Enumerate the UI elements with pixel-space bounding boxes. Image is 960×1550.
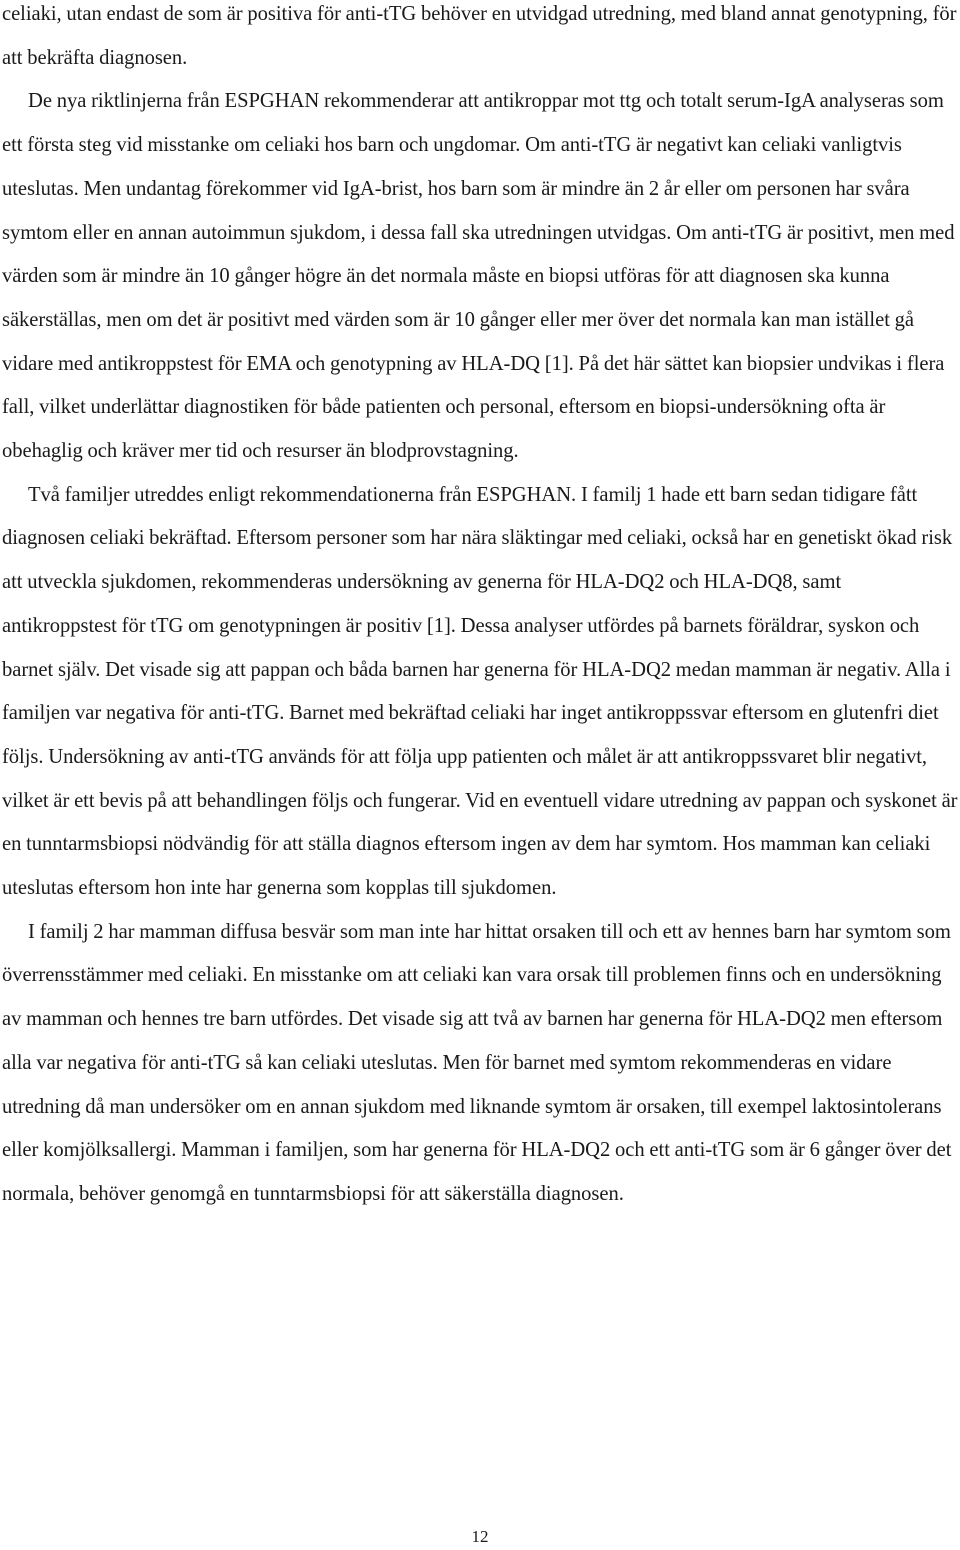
paragraph-family-1: Två familjer utreddes enligt rekommendationerna från ESPGHAN. I familj 1 hade ett barn sedan tidigare fått diagnosen celiaki bekräftad. Eftersom personer som har nära släktingar med celiaki, också har en genetiskt ökad risk att utveckla sjukdomen, rekommenderas undersökning av generna för HLA-DQ2 och HLA-DQ8, samt antikroppstest för tTG om genotypningen är positiv [1]. Dessa analyser utfördes på barnets föräldrar, syskon och barnet själv. Det visade sig att pappan och båda barnen har generna för HLA-DQ2 medan mamman är negativ. Alla i familjen var negativa för anti-tTG. Barnet med bekräftad celiaki har inget antikroppssvar eftersom en glutenfri diet följs. Undersökning av anti-tTG används för att följa upp patienten och målet är att antikroppssvaret blir negativt, vilket är ett bevis på att behandlingen följs och fungerar. Vid en eventuell vidare utredning av pappan och syskonet är en tunntarmsbiopsi nödvändig för att ställa diagnos eftersom ingen av dem har symtom. Hos mamman kan celiaki uteslutas eftersom hon inte har generna som kopplas till sjukdomen. [2,483,958,900]
paragraph-continuation: celiaki, utan endast de som är positiva för anti-tTG behöver en utvidgad utredning, med bland annat genotypning, för att bekräfta diagnosen. [2,3,957,69]
page-number: 12 [471,1527,489,1546]
paragraph-espghan-guidelines: De nya riktlinjerna från ESPGHAN rekommenderar att antikroppar mot ttg och totalt serum-IgA analyseras som ett första steg vid misstanke om celiaki hos barn och ungdomar. Om anti-tTG är negativt kan celiaki vanligtvis uteslutas. Men undantag förekommer vid IgA-brist, hos barn som är mindre än 2 år eller om personen har svåra symtom eller en annan autoimmun sjukdom, i dessa fall ska utredningen utvidgas. Om anti-tTG är positivt, men med värden som är mindre än 10 gånger högre än det normala måste en biopsi utföras för att diagnosen ska kunna säkerställas, men om det är positivt med värden som är 10 gånger eller mer över det normala kan man istället gå vidare med antikroppstest för EMA och genotypning av HLA-DQ [1]. På det här sättet kan biopsier undvikas i flera fall, vilket underlättar diagnostiken för både patienten och personal, eftersom en biopsi-undersökning ofta är obehaglig och kräver mer tid och resurser än blodprovstagning. [2,90,955,463]
body-text [2,0,960,1217]
paragraph-family-2: I familj 2 har mamman diffusa besvär som man inte har hittat orsaken till och ett av hennes barn har symtom som överrensstämmer med celiaki. En misstanke om att celiaki kan vara orsak till problemen finns och en undersökning av mamman och hennes tre barn utfördes. Det visade sig att två av barnen har generna för HLA-DQ2 men eftersom alla var negativa för anti-tTG så kan celiaki uteslutas. Men för barnet med symtom rekommenderas en vidare utredning då man undersöker om en annan sjukdom med liknande symtom är orsaken, till exempel laktosintolerans eller komjölksallergi. Mamman i familjen, som har generna för HLA-DQ2 och ett anti-tTG som är 6 gånger över det normala, behöver genomgå en tunntarmsbiopsi för att säkerställa diagnosen. [2,920,952,1205]
